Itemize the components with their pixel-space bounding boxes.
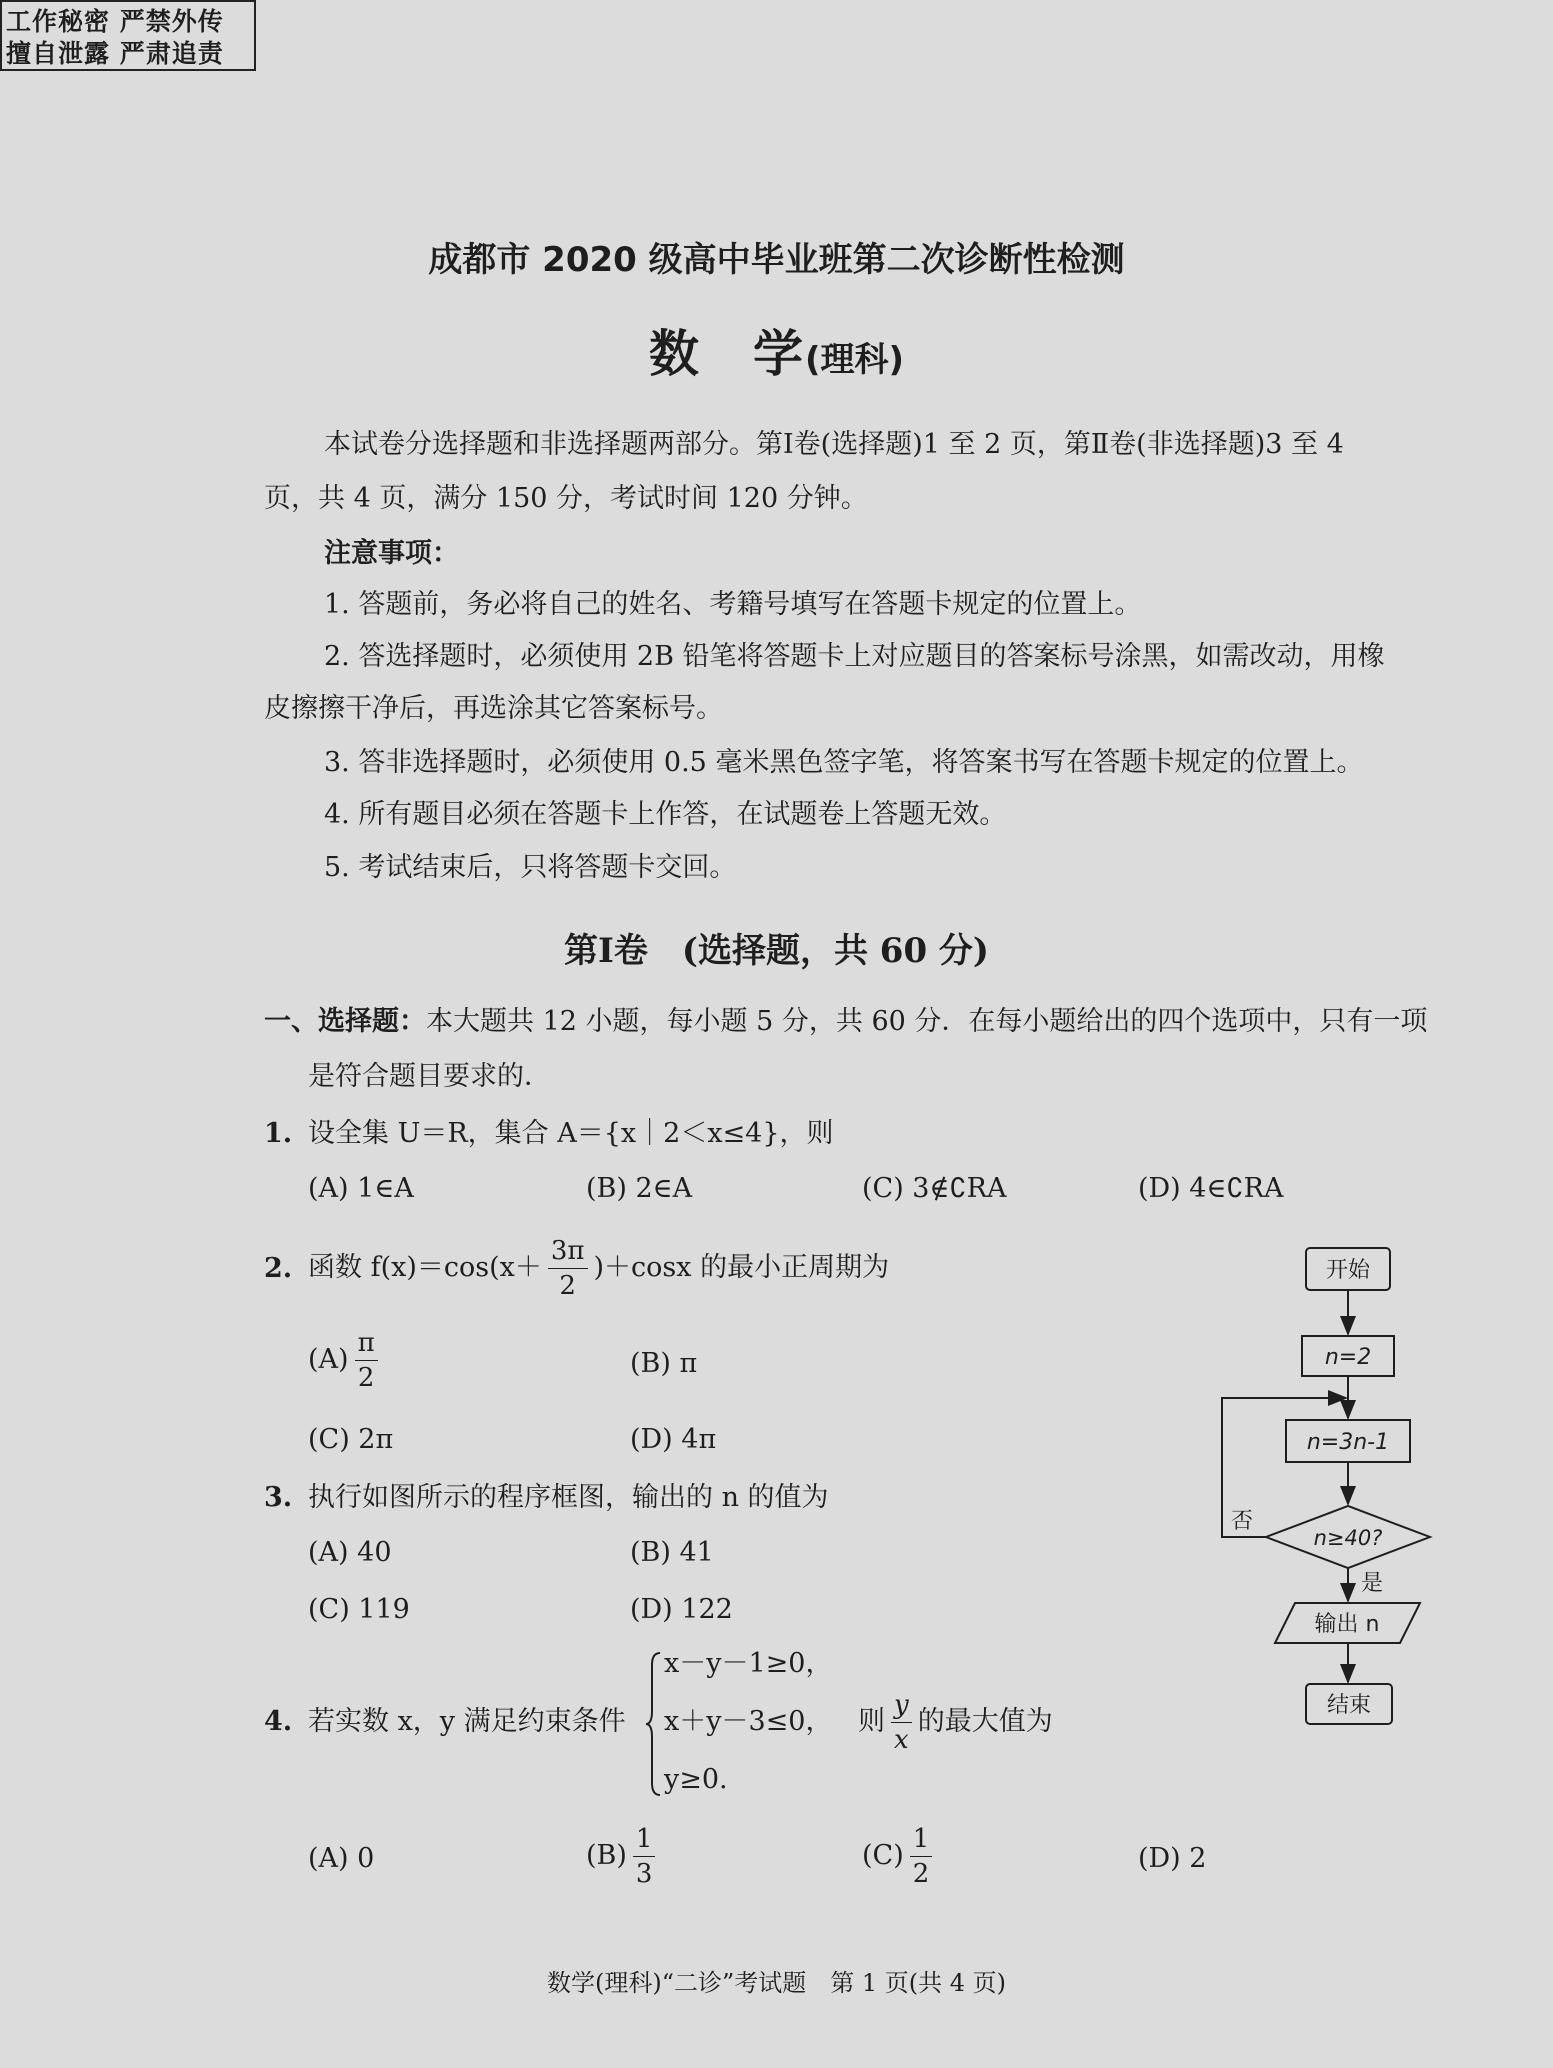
q2-option-a-label: (A) [308, 1344, 349, 1375]
page-footer: 数学(理科)“二诊”考试题 第 1 页(共 4 页) [546, 1969, 1007, 1997]
q1-number: 1. [264, 1118, 293, 1149]
q2-frac-den: 2 [559, 1270, 576, 1301]
q4-frac-den: x [894, 1724, 909, 1755]
flowchart-output-label: 输出 n [1314, 1612, 1380, 1637]
q3-option-a: (A) 40 [308, 1537, 392, 1568]
q4-constraint-2: x＋y－3≤0， [664, 1706, 833, 1737]
exam-title: 成都市 2020 级高中毕业班第二次诊断性检测 [428, 240, 1125, 280]
q2-option-a-frac [355, 1327, 378, 1393]
q2-stem-post: )＋cosx 的最小正周期为 [593, 1252, 890, 1283]
q4-option-d: (D) 2 [1138, 1843, 1207, 1874]
q4-option-c-frac [910, 1823, 933, 1889]
flowchart-end-label: 结束 [1326, 1693, 1372, 1718]
q4-option-b-label: (B) [586, 1840, 627, 1871]
q4-option-c-label: (C) [862, 1840, 904, 1871]
subject-type: (理科) [804, 340, 905, 380]
section-desc-2: 是符合题目要求的． [308, 1061, 551, 1092]
notice-2a: 2. 答选择题时，必须使用 2B 铅笔将答题卡上对应题目的答案标号涂黑，如需改动，用橡 [324, 641, 1385, 672]
q2-number: 2. [264, 1253, 293, 1284]
notice-3: 3. 答非选择题时，必须使用 0.5 毫米黑色签字笔，将答案书写在答题卡规定的位置上。 [324, 747, 1364, 778]
q4-stem-mid: 则 [858, 1706, 885, 1737]
q1-option-b: (B) 2∈A [586, 1173, 693, 1204]
q3-option-c: (C) 119 [308, 1594, 410, 1625]
notice-title: 注意事项： [324, 538, 459, 569]
q4-fraction [891, 1689, 912, 1755]
confidential-stamp [0, 0, 256, 71]
q4-b-den: 3 [635, 1858, 653, 1889]
q3-number: 3. [264, 1482, 293, 1513]
flowchart-yes-label: 是 [1360, 1571, 1384, 1596]
q4-objective [858, 1682, 1053, 1762]
flowchart-start-label: 开始 [1325, 1258, 1371, 1283]
flowchart-no-label: 否 [1230, 1509, 1254, 1534]
q2-option-c: (C) 2π [308, 1424, 394, 1455]
program-flowchart [1200, 1235, 1440, 1735]
q2-option-d: (D) 4π [630, 1424, 717, 1455]
flowchart-init-label: n=2 [1324, 1345, 1372, 1370]
section-title: 第Ⅰ卷 (选择题，共 60 分) [563, 931, 990, 971]
q4-stem-post: 的最大值为 [917, 1706, 1053, 1737]
q1-option-a: (A) 1∈A [308, 1173, 414, 1204]
q3-stem: 执行如图所示的程序框图，输出的 n 的值为 [308, 1482, 829, 1513]
intro-line-1: 本试卷分选择题和非选择题两部分。第Ⅰ卷(选择题)1 至 2 页，第Ⅱ卷(非选择题)3 至 4 [324, 429, 1344, 460]
q4-c-den: 2 [912, 1858, 930, 1889]
q4-option-c [862, 1816, 938, 1896]
q2-stem-pre: 函数 f(x)＝cos(x＋ [308, 1252, 542, 1283]
q4-constraint-1: x－y－1≥0， [664, 1648, 833, 1679]
subject-name: 数 学 [648, 324, 805, 383]
q2-fraction [548, 1235, 588, 1301]
notice-1: 1. 答题前，务必将自己的姓名、考籍号填写在答题卡规定的位置上。 [324, 589, 1142, 620]
q4-c-num: 1 [910, 1826, 933, 1857]
q2-stem [308, 1228, 889, 1308]
q4-b-num: 1 [633, 1826, 656, 1857]
q2-frac-num: 3π [548, 1238, 588, 1269]
q2-option-a [308, 1320, 384, 1400]
notice-5: 5. 考试结束后，只将答题卡交回。 [324, 852, 737, 883]
q2-a-num: π [355, 1330, 378, 1361]
intro-line-2: 页，共 4 页，满分 150 分，考试时间 120 分钟。 [264, 483, 868, 514]
q4-stem-pre: 若实数 x，y 满足约束条件 [308, 1706, 626, 1737]
stamp-line-2: 擅自泄露 严肃追责 [6, 39, 224, 68]
subject-title [0, 314, 1553, 386]
q1-stem: 设全集 U＝R，集合 A＝{x｜2＜x≤4}，则 [308, 1118, 834, 1149]
section-heading: 一、选择题： [264, 1006, 426, 1037]
section-desc-1: 本大题共 12 小题，每小题 5 分，共 60 分．在每小题给出的四个选项中，只有一项 [426, 1006, 1428, 1037]
q1-option-d: (D) 4∈∁RA [1138, 1173, 1284, 1204]
q2-option-b: (B) π [630, 1348, 698, 1379]
flowchart-cond-label: n≥40? [1313, 1526, 1383, 1550]
section-desc [264, 1005, 1427, 1039]
q1-option-c: (C) 3∉∁RA [862, 1173, 1007, 1204]
notice-2b: 皮擦擦干净后，再选涂其它答案标号。 [264, 693, 723, 724]
q4-frac-num: y [891, 1692, 912, 1723]
q3-option-b: (B) 41 [630, 1537, 714, 1568]
stamp-line-1: 工作秘密 严禁外传 [6, 7, 224, 36]
q4-option-a: (A) 0 [308, 1843, 375, 1874]
q4-option-b-frac [633, 1823, 656, 1889]
flowchart-update-label: n=3n-1 [1306, 1430, 1390, 1455]
q4-number: 4. [264, 1706, 293, 1737]
notice-4: 4. 所有题目必须在答题卡上作答，在试题卷上答题无效。 [324, 799, 1007, 830]
constraint-brace [646, 1651, 662, 1797]
q3-option-d: (D) 122 [630, 1594, 733, 1625]
q2-a-den: 2 [357, 1362, 375, 1393]
q4-option-b [586, 1816, 661, 1896]
q4-constraint-3: y≥0. [664, 1764, 728, 1795]
